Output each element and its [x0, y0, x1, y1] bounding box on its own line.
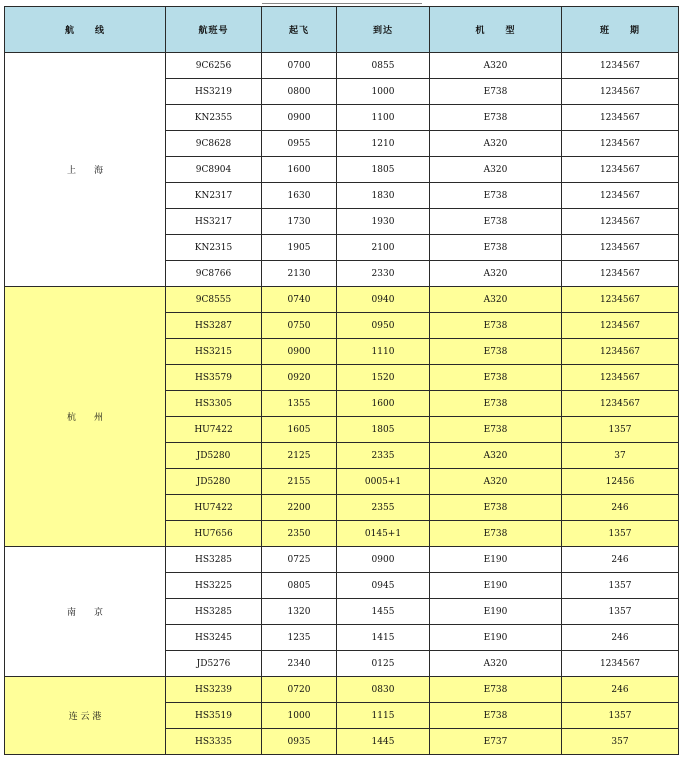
- schedule-body: [5, 53, 679, 755]
- arrival-cell: 0945: [337, 573, 430, 599]
- aircraft-cell: E738: [430, 703, 562, 729]
- aircraft-cell: E738: [430, 183, 562, 209]
- aircraft-cell: E738: [430, 209, 562, 235]
- departure-cell: 0700: [262, 53, 337, 79]
- departure-cell: 1355: [262, 391, 337, 417]
- departure-cell: 0800: [262, 79, 337, 105]
- aircraft-cell: A320: [430, 651, 562, 677]
- departure-cell: 1600: [262, 157, 337, 183]
- schedule-days-cell: 1357: [562, 521, 679, 547]
- header-schedule-days: 班 期: [562, 7, 679, 53]
- arrival-cell: 1805: [337, 157, 430, 183]
- flight-number-cell: 9C8628: [166, 131, 262, 157]
- arrival-cell: 2355: [337, 495, 430, 521]
- schedule-days-cell: 1357: [562, 599, 679, 625]
- clipped-top-border: [262, 0, 422, 4]
- schedule-days-cell: 246: [562, 677, 679, 703]
- departure-cell: 0725: [262, 547, 337, 573]
- flight-number-cell: HS3225: [166, 573, 262, 599]
- header-arrival: 到达: [337, 7, 430, 53]
- schedule-days-cell: 1234567: [562, 235, 679, 261]
- flight-number-cell: KN2355: [166, 105, 262, 131]
- departure-cell: 0805: [262, 573, 337, 599]
- departure-cell: 1905: [262, 235, 337, 261]
- table-row: [5, 287, 679, 313]
- departure-cell: 1320: [262, 599, 337, 625]
- schedule-days-cell: 37: [562, 443, 679, 469]
- aircraft-cell: A320: [430, 443, 562, 469]
- arrival-cell: 1930: [337, 209, 430, 235]
- flight-schedule-table: [4, 6, 679, 755]
- aircraft-cell: A320: [430, 157, 562, 183]
- departure-cell: 1630: [262, 183, 337, 209]
- departure-cell: 2340: [262, 651, 337, 677]
- flight-number-cell: HU7422: [166, 495, 262, 521]
- departure-cell: 1000: [262, 703, 337, 729]
- flight-number-cell: HS3305: [166, 391, 262, 417]
- flight-number-cell: HS3287: [166, 313, 262, 339]
- schedule-days-cell: 1234567: [562, 53, 679, 79]
- flight-number-cell: JD5276: [166, 651, 262, 677]
- flight-number-cell: HS3217: [166, 209, 262, 235]
- flight-number-cell: 9C8555: [166, 287, 262, 313]
- arrival-cell: 1520: [337, 365, 430, 391]
- header-aircraft-type: 机 型: [430, 7, 562, 53]
- schedule-days-cell: 246: [562, 495, 679, 521]
- header-departure: 起飞: [262, 7, 337, 53]
- aircraft-cell: A320: [430, 53, 562, 79]
- departure-cell: 0750: [262, 313, 337, 339]
- flight-number-cell: HS3285: [166, 547, 262, 573]
- schedule-days-cell: 1357: [562, 703, 679, 729]
- aircraft-cell: E738: [430, 495, 562, 521]
- flight-number-cell: HS3215: [166, 339, 262, 365]
- schedule-days-cell: 1234567: [562, 183, 679, 209]
- arrival-cell: 0145+1: [337, 521, 430, 547]
- aircraft-cell: E738: [430, 677, 562, 703]
- schedule-days-cell: 1234567: [562, 651, 679, 677]
- table-row: [5, 53, 679, 79]
- arrival-cell: 0855: [337, 53, 430, 79]
- flight-number-cell: HS3579: [166, 365, 262, 391]
- departure-cell: 2200: [262, 495, 337, 521]
- schedule-days-cell: 357: [562, 729, 679, 755]
- aircraft-cell: E190: [430, 547, 562, 573]
- arrival-cell: 1455: [337, 599, 430, 625]
- arrival-cell: 2335: [337, 443, 430, 469]
- schedule-days-cell: 1234567: [562, 365, 679, 391]
- schedule-days-cell: 1234567: [562, 105, 679, 131]
- arrival-cell: 2100: [337, 235, 430, 261]
- schedule-days-cell: 1234567: [562, 391, 679, 417]
- schedule-days-cell: 1234567: [562, 79, 679, 105]
- schedule-days-cell: 1234567: [562, 287, 679, 313]
- schedule-days-cell: 246: [562, 547, 679, 573]
- arrival-cell: 0940: [337, 287, 430, 313]
- flight-number-cell: KN2315: [166, 235, 262, 261]
- table-row: [5, 547, 679, 573]
- flight-number-cell: 9C6256: [166, 53, 262, 79]
- schedule-days-cell: 1234567: [562, 131, 679, 157]
- schedule-days-cell: 1234567: [562, 209, 679, 235]
- departure-cell: 2155: [262, 469, 337, 495]
- flight-number-cell: JD5280: [166, 469, 262, 495]
- header-route: 航 线: [5, 7, 166, 53]
- schedule-days-cell: 1357: [562, 417, 679, 443]
- aircraft-cell: E738: [430, 339, 562, 365]
- arrival-cell: 1415: [337, 625, 430, 651]
- schedule-days-cell: 1234567: [562, 157, 679, 183]
- flight-number-cell: HS3285: [166, 599, 262, 625]
- departure-cell: 2130: [262, 261, 337, 287]
- schedule-days-cell: 246: [562, 625, 679, 651]
- departure-cell: 1730: [262, 209, 337, 235]
- departure-cell: 0740: [262, 287, 337, 313]
- arrival-cell: 1110: [337, 339, 430, 365]
- header-row: [5, 7, 679, 53]
- route-cell: 连 云 港: [5, 677, 166, 755]
- aircraft-cell: A320: [430, 131, 562, 157]
- route-cell: 南 京: [5, 547, 166, 677]
- aircraft-cell: E738: [430, 391, 562, 417]
- schedule-days-cell: 1234567: [562, 313, 679, 339]
- flight-number-cell: JD5280: [166, 443, 262, 469]
- table-row: [5, 677, 679, 703]
- flight-number-cell: HS3239: [166, 677, 262, 703]
- aircraft-cell: E738: [430, 313, 562, 339]
- departure-cell: 2125: [262, 443, 337, 469]
- arrival-cell: 1830: [337, 183, 430, 209]
- departure-cell: 0720: [262, 677, 337, 703]
- arrival-cell: 0125: [337, 651, 430, 677]
- departure-cell: 1605: [262, 417, 337, 443]
- arrival-cell: 1100: [337, 105, 430, 131]
- aircraft-cell: E738: [430, 521, 562, 547]
- aircraft-cell: E190: [430, 599, 562, 625]
- arrival-cell: 1805: [337, 417, 430, 443]
- aircraft-cell: E190: [430, 573, 562, 599]
- flight-number-cell: HS3245: [166, 625, 262, 651]
- flight-number-cell: 9C8904: [166, 157, 262, 183]
- aircraft-cell: E738: [430, 105, 562, 131]
- flight-number-cell: KN2317: [166, 183, 262, 209]
- departure-cell: 1235: [262, 625, 337, 651]
- flight-number-cell: HU7656: [166, 521, 262, 547]
- aircraft-cell: A320: [430, 261, 562, 287]
- schedule-days-cell: 12456: [562, 469, 679, 495]
- arrival-cell: 0830: [337, 677, 430, 703]
- arrival-cell: 0950: [337, 313, 430, 339]
- header-flight-number: 航班号: [166, 7, 262, 53]
- arrival-cell: 1000: [337, 79, 430, 105]
- departure-cell: 0900: [262, 339, 337, 365]
- departure-cell: 0955: [262, 131, 337, 157]
- departure-cell: 0935: [262, 729, 337, 755]
- schedule-days-cell: 1357: [562, 573, 679, 599]
- route-cell: 杭 州: [5, 287, 166, 547]
- aircraft-cell: E190: [430, 625, 562, 651]
- aircraft-cell: E738: [430, 365, 562, 391]
- arrival-cell: 1445: [337, 729, 430, 755]
- departure-cell: 0920: [262, 365, 337, 391]
- arrival-cell: 2330: [337, 261, 430, 287]
- flight-number-cell: 9C8766: [166, 261, 262, 287]
- flight-number-cell: HU7422: [166, 417, 262, 443]
- arrival-cell: 1210: [337, 131, 430, 157]
- flight-number-cell: HS3335: [166, 729, 262, 755]
- arrival-cell: 1115: [337, 703, 430, 729]
- departure-cell: 0900: [262, 105, 337, 131]
- aircraft-cell: A320: [430, 469, 562, 495]
- aircraft-cell: E738: [430, 79, 562, 105]
- route-cell: 上 海: [5, 53, 166, 287]
- aircraft-cell: E738: [430, 417, 562, 443]
- schedule-days-cell: 1234567: [562, 339, 679, 365]
- arrival-cell: 0900: [337, 547, 430, 573]
- flight-number-cell: HS3219: [166, 79, 262, 105]
- aircraft-cell: A320: [430, 287, 562, 313]
- flight-number-cell: HS3519: [166, 703, 262, 729]
- schedule-days-cell: 1234567: [562, 261, 679, 287]
- aircraft-cell: E738: [430, 235, 562, 261]
- aircraft-cell: E737: [430, 729, 562, 755]
- arrival-cell: 1600: [337, 391, 430, 417]
- arrival-cell: 0005+1: [337, 469, 430, 495]
- departure-cell: 2350: [262, 521, 337, 547]
